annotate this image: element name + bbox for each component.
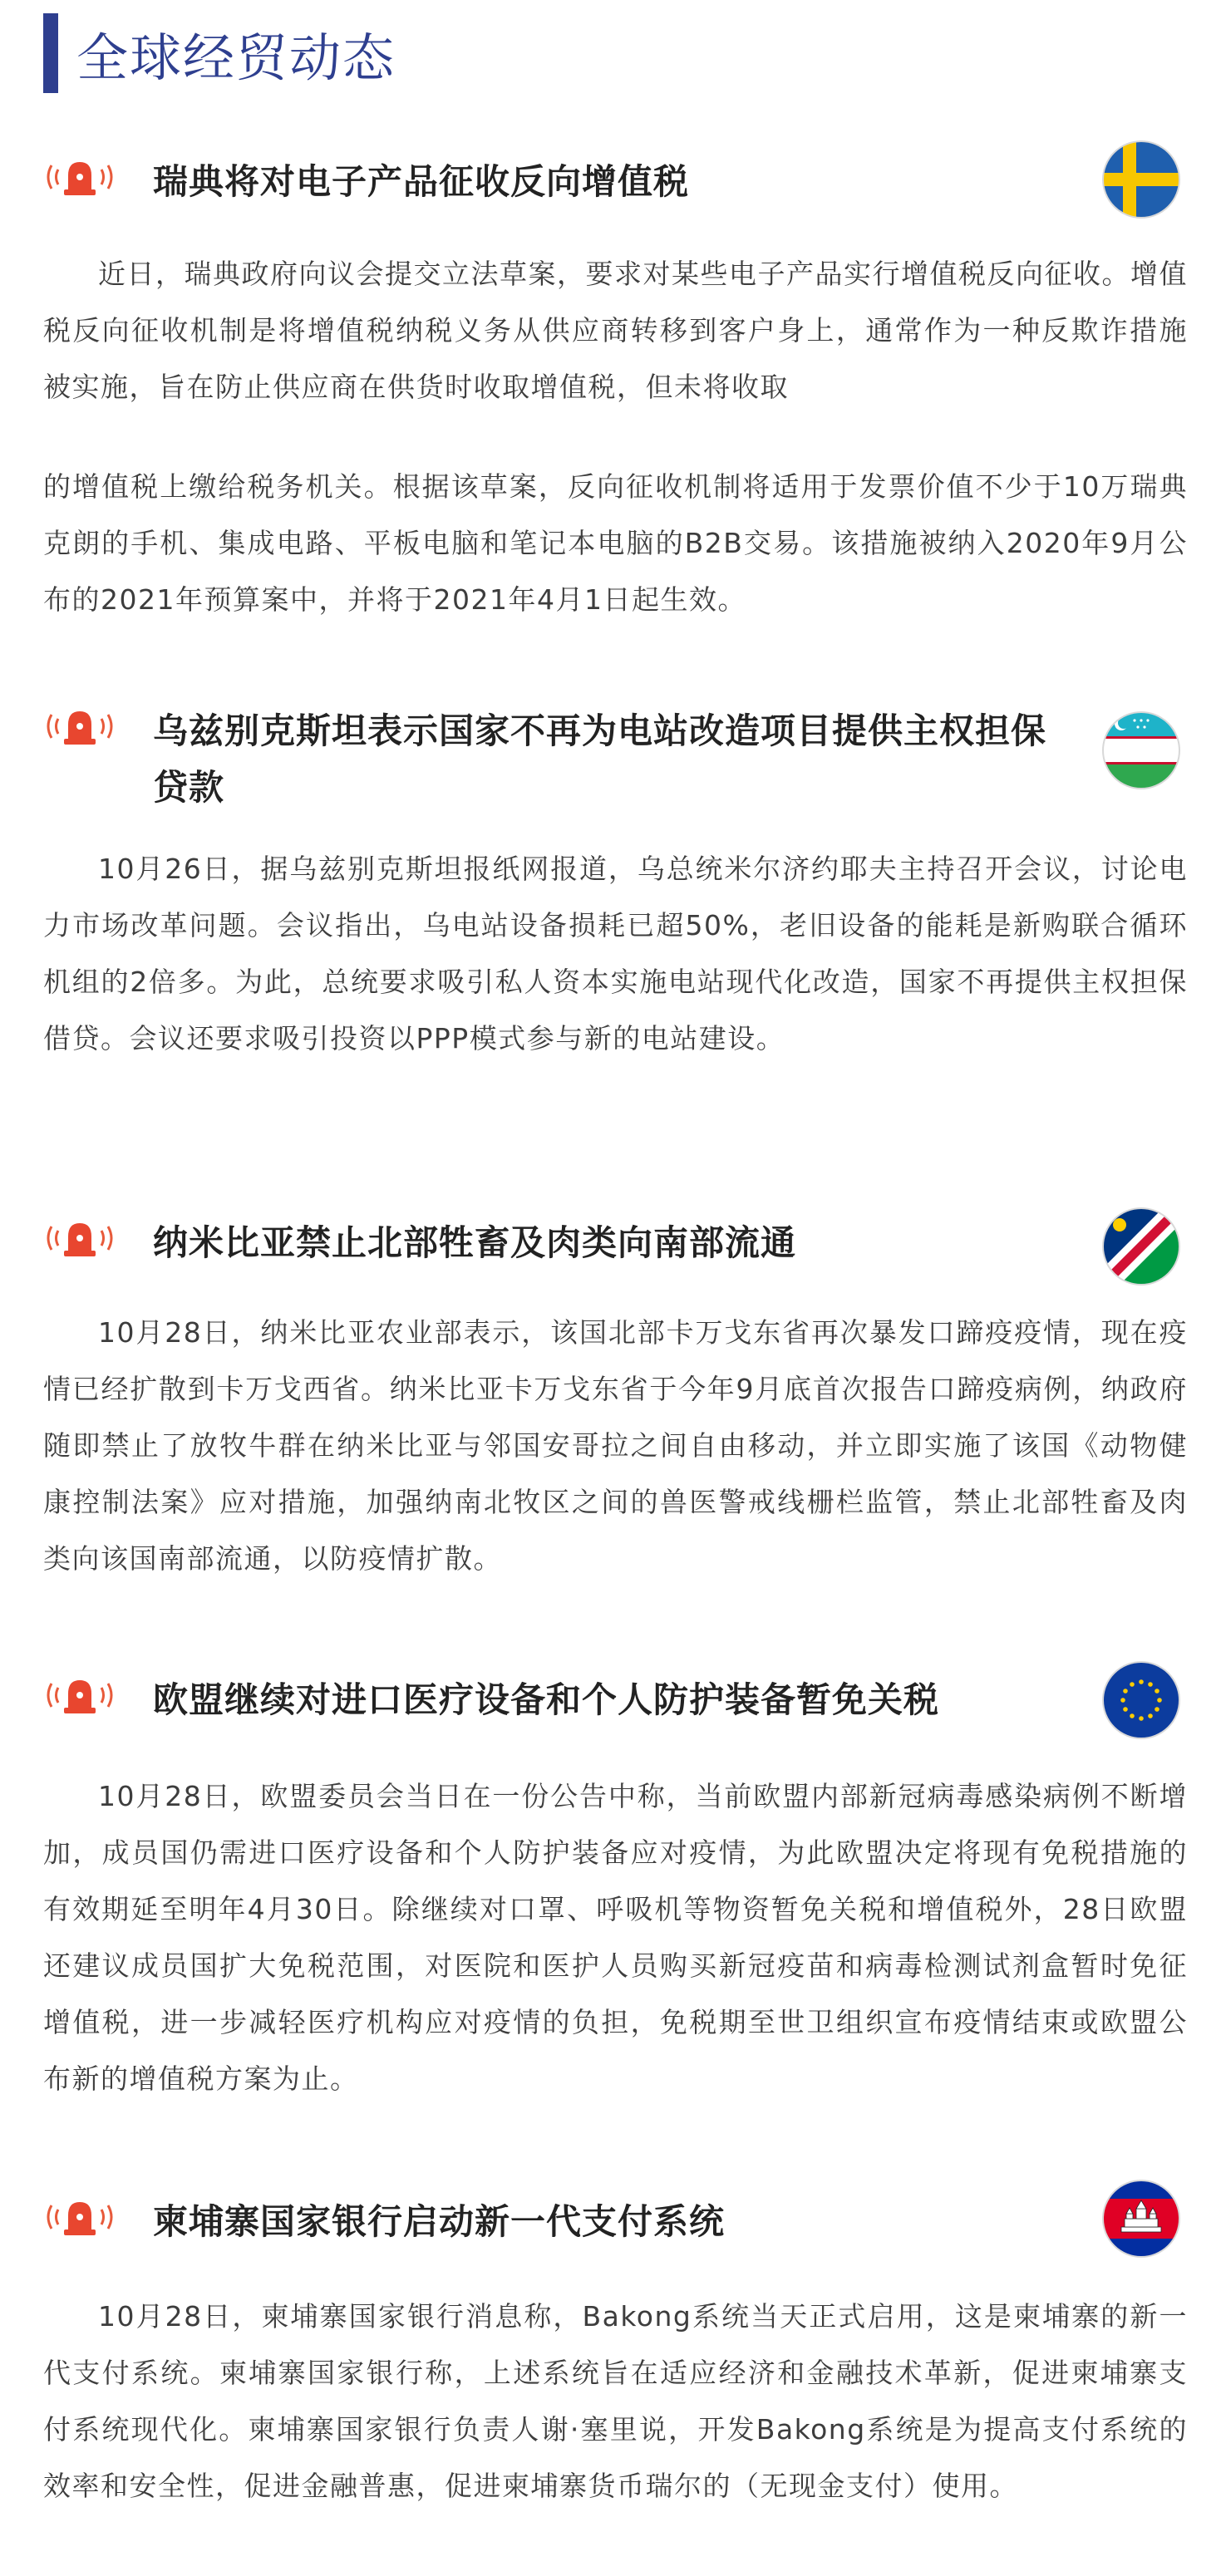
headline-row [40, 1672, 1188, 1728]
headline: 纳米比亚禁止北部牲畜及肉类向南部流通 [153, 1222, 797, 1263]
headline-row [40, 1215, 1188, 1271]
sweden-flag-icon [1101, 140, 1181, 219]
article-paragraph: 10月28日，柬埔寨国家银行消息称，Bakong系统当天正式启用，这是柬埔寨的新一代支付系统。柬埔寨国家银行称，上述系统旨在适应经济和金融技术革新，促进柬埔寨支付系统现代化。柬埔寨国家银行负责人谢·塞里说，开发Bakong系统是为提高支付系统的效率和安全性，促进金融普惠，促进柬埔寨货币瑞尔的（无现金支付）使用。 [43, 2300, 1188, 2502]
article-paragraph: 近日，瑞典政府向议会提交立法草案，要求对某些电子产品实行增值税反向征收。增值税反向征收机制是将增值税纳税义务从供应商转移到客户身上，通常作为一种反欺诈措施被实施，旨在防止供应商在供货时收取增值税，但未将收取 [43, 258, 1188, 403]
headline: 瑞典将对电子产品征收反向增值税 [153, 161, 690, 202]
uzbekistan-flag-icon [1101, 710, 1181, 790]
headline-row [40, 154, 1188, 210]
alarm-bell-icon [40, 703, 120, 750]
namibia-flag-icon [1101, 1207, 1181, 1286]
alarm-bell-icon [40, 1215, 120, 1261]
alarm-bell-icon [40, 2194, 120, 2240]
headline-row [40, 703, 1188, 816]
alarm-bell-icon [40, 1672, 120, 1718]
article-paragraph: 10月28日，欧盟委员会当日在一份公告中称，当前欧盟内部新冠病毒感染病例不断增加，成员国仍需进口医疗设备和个人防护装备应对疫情，为此欧盟决定将现有免税措施的有效期延至明年4月30日。除继续对口罩、呼吸机等物资暂免关税和增值税外，28日欧盟还建议成员国扩大免税范围，对医院和医护人员购买新冠疫苗和病毒检测试剂盒暂时免征增值税，进一步减轻医疗机构应对疫情的负担，免税期至世卫组织宣布疫情结束或欧盟公布新的增值税方案为止。 [43, 1780, 1188, 2095]
alarm-bell-icon [40, 154, 120, 200]
eu-flag-icon [1101, 1660, 1181, 1740]
headline-row [40, 2194, 1188, 2250]
section-header [43, 12, 396, 95]
headline: 乌兹别克斯坦表示国家不再为电站改造项目提供主权担保贷款 [153, 710, 1047, 808]
headline: 欧盟继续对进口医疗设备和个人防护装备暂免关税 [153, 1679, 940, 1720]
article-paragraph: 10月26日，据乌兹别克斯坦报纸网报道，乌总统米尔济约耶夫主持召开会议，讨论电力市场改革问题。会议指出，乌电站设备损耗已超50%，老旧设备的能耗是新购联合循环机组的2倍多。为此，总统要求吸引私人资本实施电站现代化改造，国家不再提供主权担保借贷。会议还要求吸引投资以PPP模式参与新的电站建设。 [43, 853, 1188, 1054]
article-paragraph: 10月28日，纳米比亚农业部表示，该国北部卡万戈东省再次暴发口蹄疫疫情，现在疫情已经扩散到卡万戈西省。纳米比亚卡万戈东省于今年9月底首次报告口蹄疫病例，纳政府随即禁止了放牧牛群在纳米比亚与邻国安哥拉之间自由移动，并立即实施了该国《动物健康控制法案》应对措施，加强纳南北牧区之间的兽医警戒线栅栏监管，禁止北部牲畜及肉类向该国南部流通，以防疫情扩散。 [43, 1316, 1188, 1575]
article-paragraph-continued: 的增值税上缴给税务机关。根据该草案，反向征收机制将适用于发票价值不少于10万瑞典克朗的手机、集成电路、平板电脑和笔记本电脑的B2B交易。该措施被纳入2020年9月公布的2021年预算案中，并将于2021年4月1日起生效。 [43, 470, 1188, 616]
section-accent-bar [43, 13, 58, 93]
headline: 柬埔寨国家银行启动新一代支付系统 [153, 2201, 726, 2242]
section-title: 全球经贸动态 [76, 27, 396, 88]
cambodia-flag-icon [1101, 2179, 1181, 2259]
